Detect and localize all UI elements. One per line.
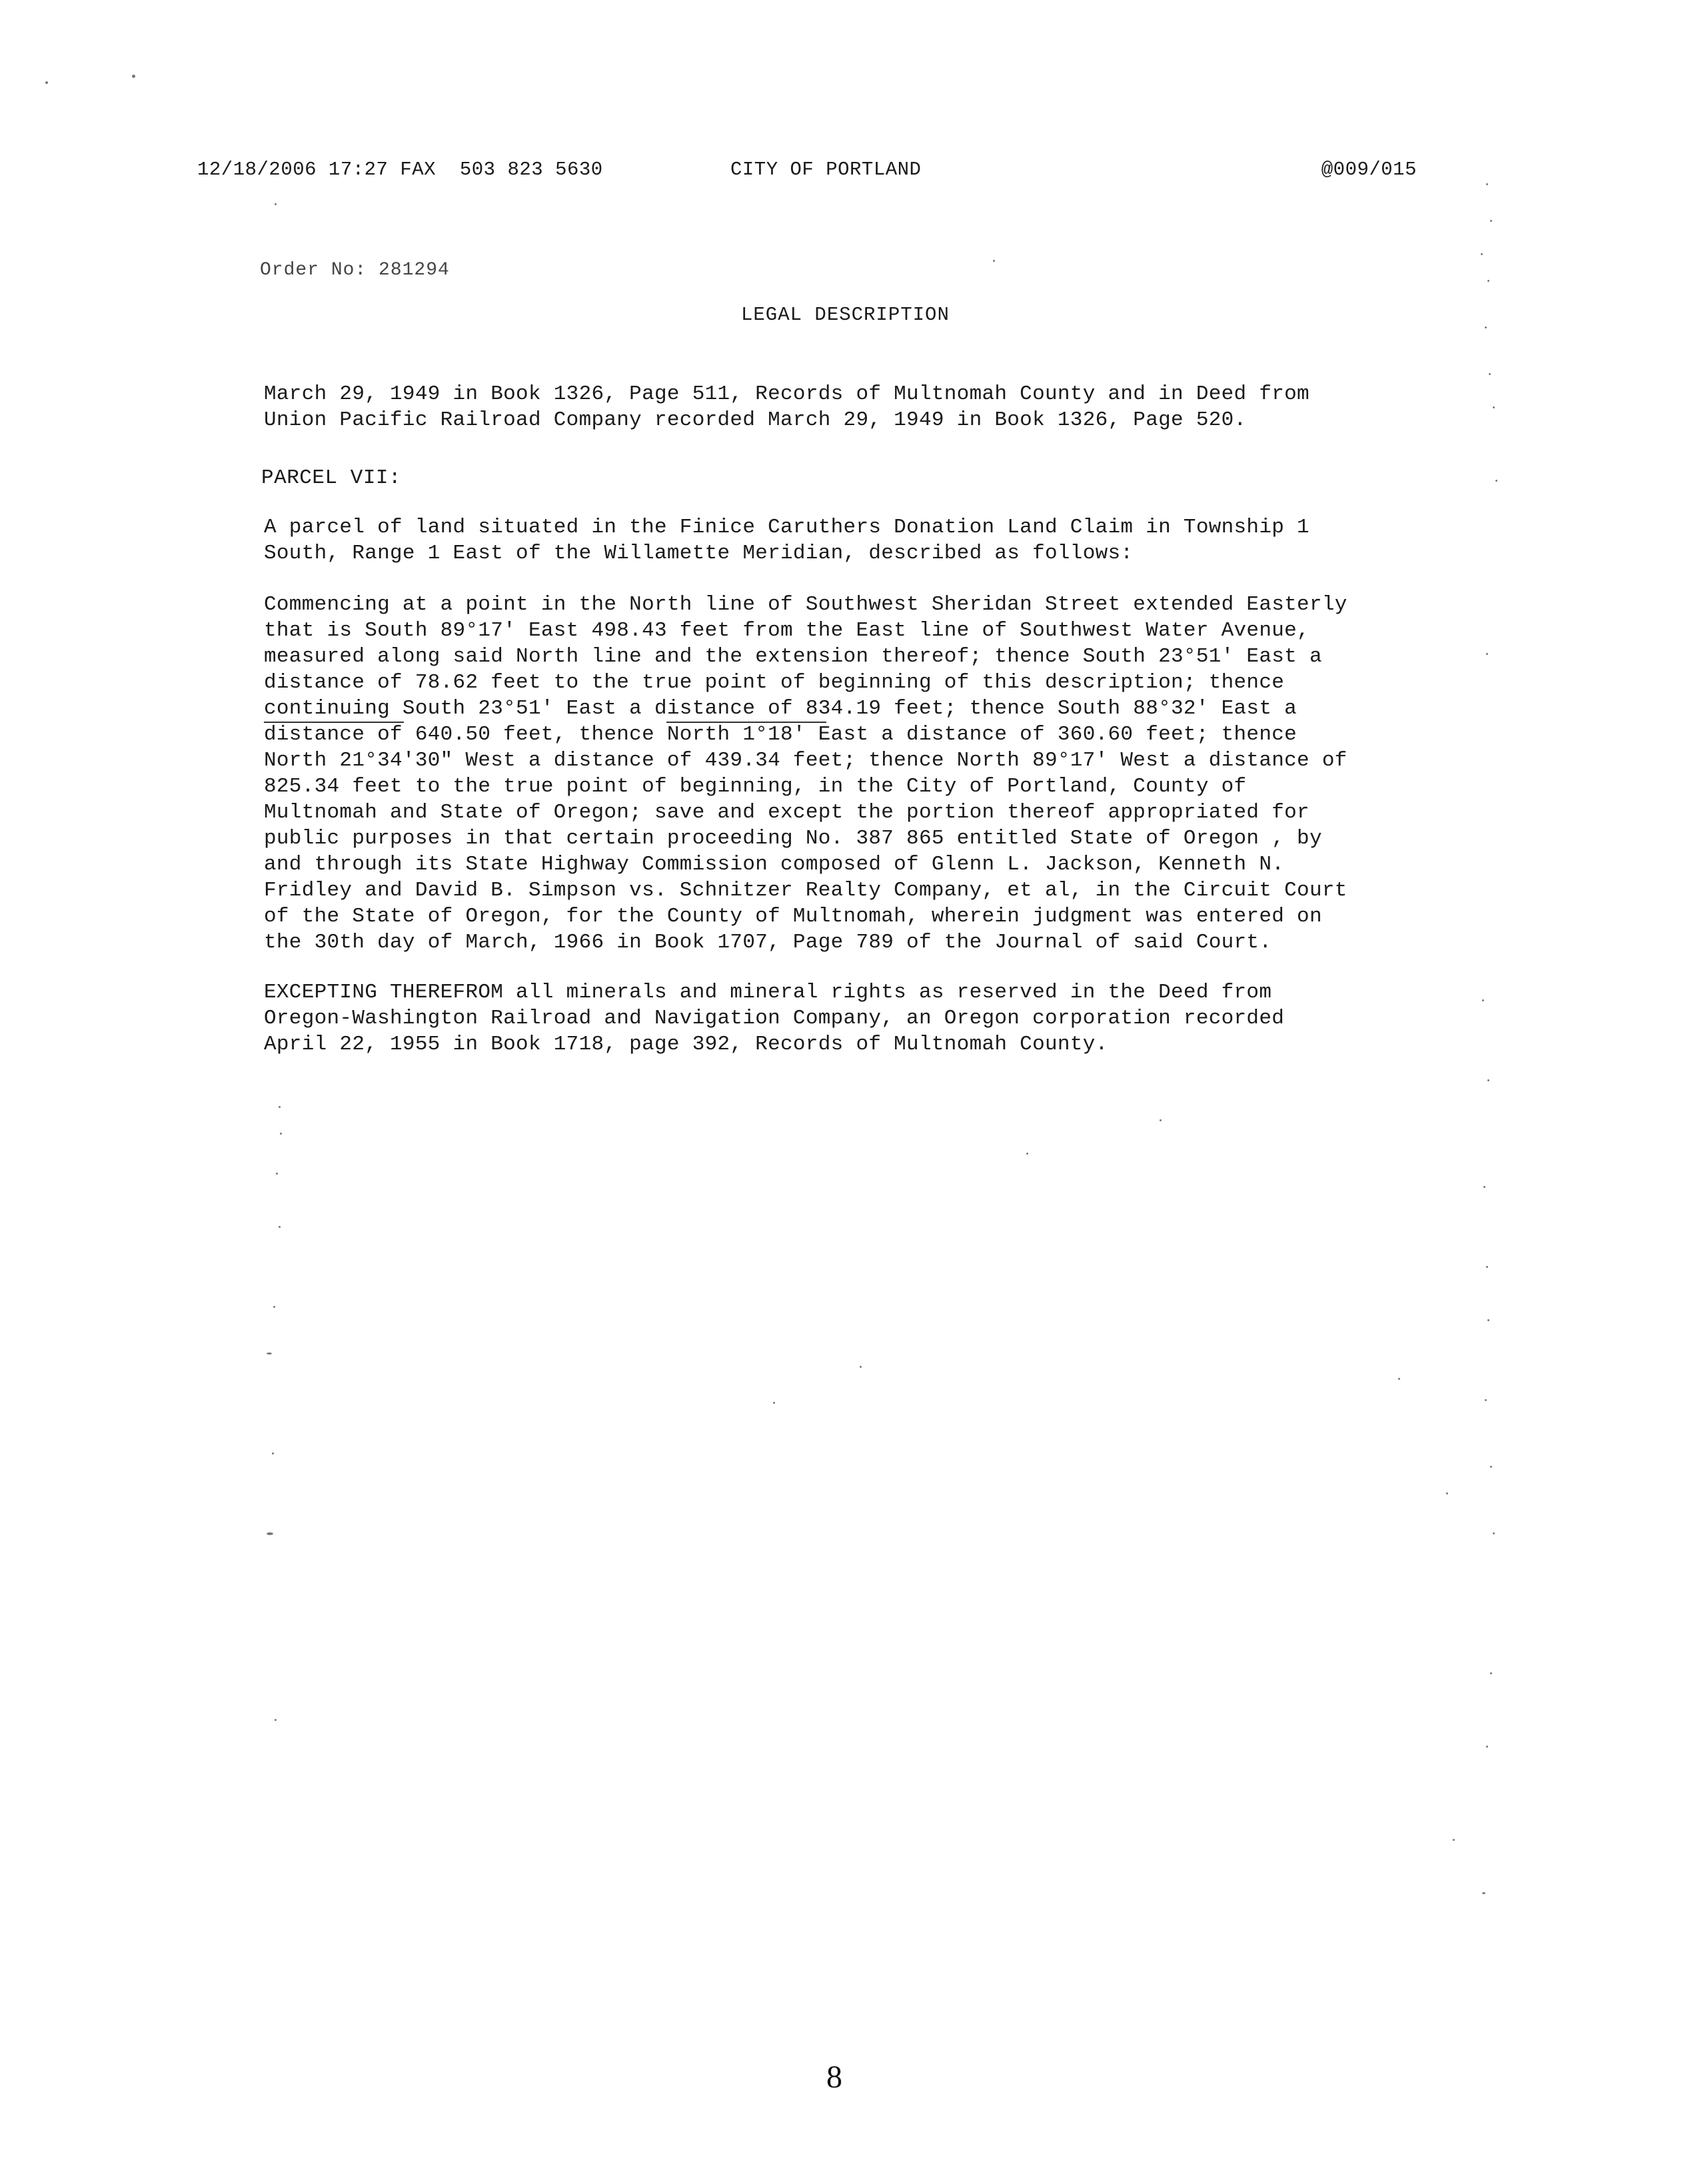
- document-title: LEGAL DESCRIPTION: [741, 304, 950, 326]
- fax-page-counter: @009/015: [1321, 159, 1417, 181]
- scan-speck: [1486, 1266, 1488, 1268]
- scan-speck: [1486, 183, 1488, 185]
- scan-speck: [1482, 1892, 1485, 1894]
- page-number: 8: [826, 2059, 842, 2095]
- scan-speck: [1160, 1119, 1162, 1121]
- scan-speck: [273, 1306, 275, 1308]
- paragraph-metes-bounds: Commencing at a point in the North line of Southwest Sheridan Street extended Easterly that is South 89°17' East 498.43 feet from the East line of Southwest Water Avenue, measured along said North line and the extension thereof; thence South 23°51' East a distance of 78.62 feet to the true point of beginning of this description; thence continuing South 23°51' East a distance of 834.19 feet; thence South 88°32' East a distance of 640.50 feet, thence North 1°18' East a distance of 360.60 feet; thence North 21°34'30" West a distance of 439.34 feet; thence North 89°17' West a distance of 825.34 feet to the true point of beginning, in the City of Portland, County of Multnomah and State of Oregon; save and except the portion thereof appropriated for public purposes in that certain proceeding No. 387 865 entitled State of Oregon , by and through its State Highway Commission composed of Glenn L. Jackson, Kenneth N. Fridley and David B. Simpson vs. Schnitzer Realty Company, et al, in the Circuit Court of the State of Oregon, for the County of Multnomah, wherein judgment was entered on the 30th day of March, 1966 in Book 1707, Page 789 of the Journal of said Court.: [264, 593, 1347, 954]
- scan-speck: [1486, 653, 1488, 655]
- scan-speck: [1493, 406, 1495, 408]
- scan-speck: [860, 1366, 862, 1368]
- scan-speck: [275, 1719, 277, 1721]
- scan-speck: [1495, 480, 1497, 482]
- scan-speck: [267, 1353, 272, 1355]
- scan-speck: [267, 1532, 273, 1535]
- fax-header: [197, 159, 1417, 185]
- scan-speck: [1482, 999, 1484, 1001]
- strikethrough-mark: [666, 722, 826, 723]
- scan-speck: [276, 1173, 278, 1175]
- parcel-heading: PARCEL VII:: [261, 466, 402, 490]
- scan-speck: [1446, 1492, 1448, 1494]
- fax-sender: CITY OF PORTLAND: [730, 159, 922, 181]
- paragraph-parcel-intro: A parcel of land situated in the Finice Caruthers Donation Land Claim in Township 1 South, Range 1 East of the Willamette Meridian, described as follows:: [264, 516, 1309, 565]
- scan-speck: [1489, 373, 1491, 375]
- scan-speck: [272, 1452, 274, 1454]
- scan-speck: [132, 75, 135, 78]
- scan-speck: [1493, 1532, 1495, 1534]
- scan-speck: [1487, 1079, 1489, 1081]
- paragraph-mineral-exception: EXCEPTING THEREFROM all minerals and mineral rights as reserved in the Deed from Oregon-Washington Railroad and Navigation Company, an Oregon corporation recorded April 22, 1955 in Book 1718, page 392, Records of Multnomah County.: [264, 981, 1285, 1056]
- scan-speck: [279, 1106, 281, 1108]
- fax-number: 503 823 5630: [459, 159, 603, 181]
- scan-speck: [275, 203, 277, 205]
- scan-speck: [1481, 253, 1483, 255]
- scan-speck: [1486, 1746, 1488, 1748]
- scan-speck: [1483, 1186, 1485, 1188]
- fax-timestamp: [197, 159, 603, 181]
- scan-speck: [280, 1133, 282, 1135]
- scan-speck: [1490, 1672, 1492, 1674]
- scan-speck: [1485, 1399, 1487, 1401]
- scan-speck: [1490, 1466, 1492, 1468]
- scan-speck: [1398, 1378, 1400, 1380]
- scan-speck: [1026, 1153, 1028, 1155]
- scan-speck: [993, 260, 995, 262]
- scan-speck: [1453, 1839, 1455, 1841]
- scan-speck: [45, 81, 48, 84]
- scan-speck: [1485, 326, 1487, 328]
- order-number: Order No: 281294: [260, 260, 450, 280]
- scan-speck: [773, 1402, 775, 1404]
- scan-speck: [1490, 220, 1492, 222]
- scan-speck: [279, 1226, 281, 1228]
- scan-speck: [1487, 280, 1489, 282]
- scan-speck: [1487, 1319, 1489, 1321]
- strikethrough-mark: [264, 722, 404, 723]
- fax-date-time: 12/18/2006 17:27 FAX: [197, 159, 436, 181]
- paragraph-recording-info: March 29, 1949 in Book 1326, Page 511, Records of Multnomah County and in Deed from Union Pacific Railroad Company recorded March 29, 1949 in Book 1326, Page 520.: [264, 382, 1309, 432]
